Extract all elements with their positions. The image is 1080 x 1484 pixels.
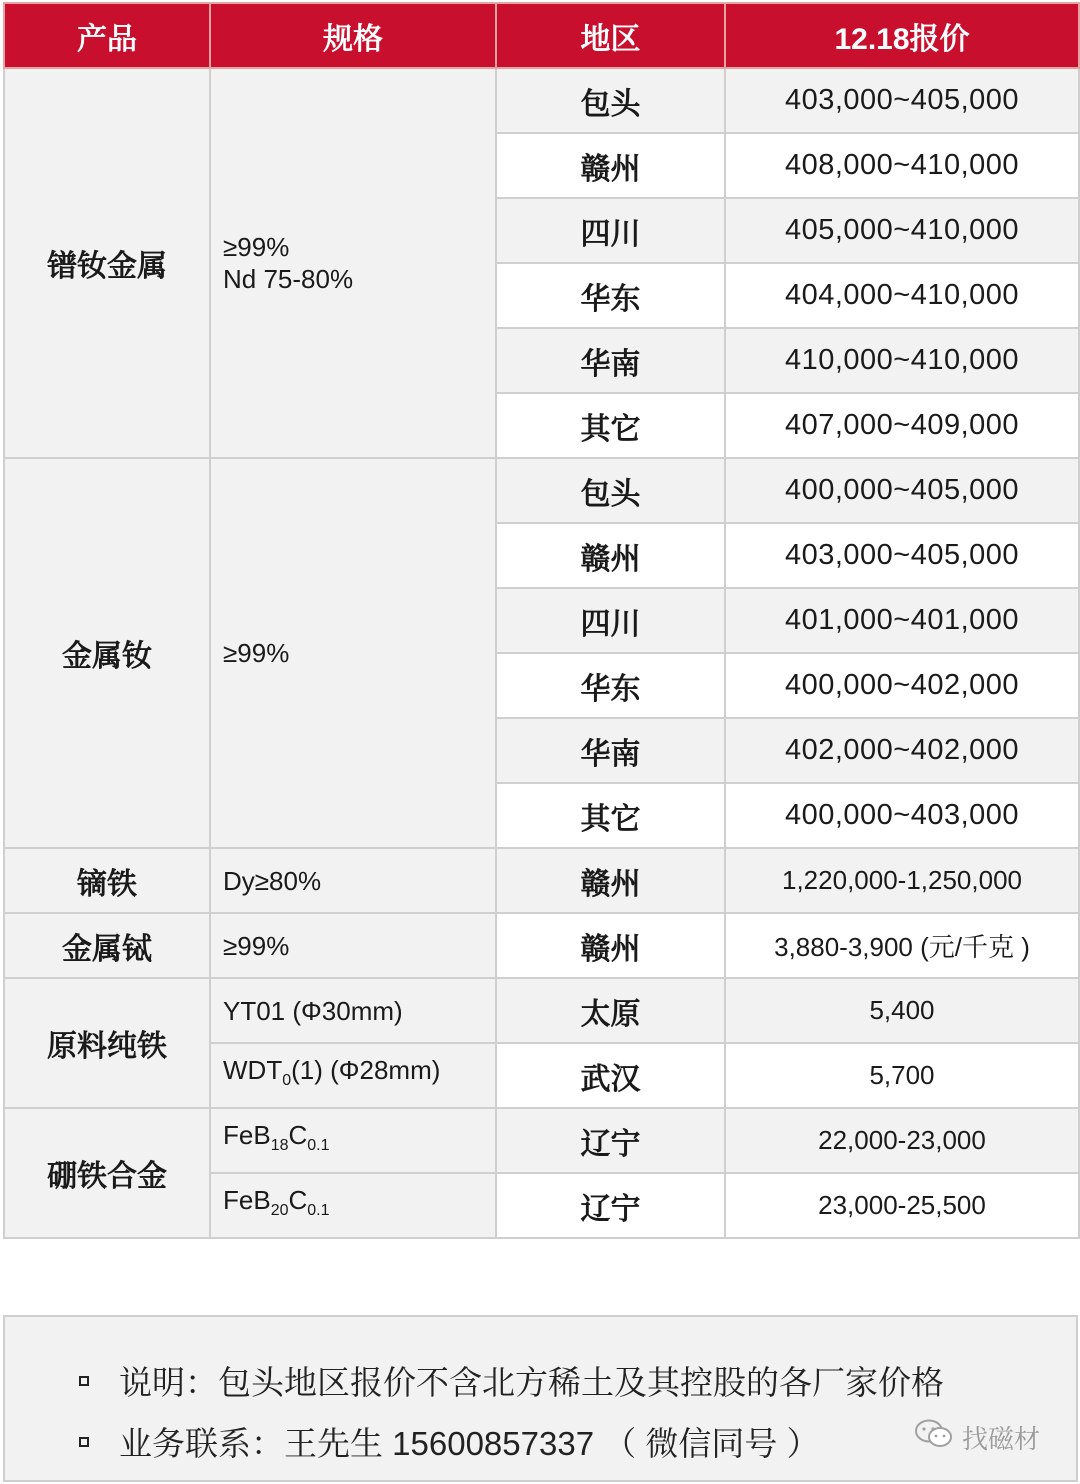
table-row <box>4 848 1079 913</box>
price-cell: 403,000~405,000 <box>725 523 1079 588</box>
region-cell: 华东 <box>496 653 725 718</box>
region-cell: 华东 <box>496 263 725 328</box>
price-cell: 407,000~409,000 <box>725 393 1079 458</box>
note-item <box>79 1357 944 1404</box>
spec-cell <box>210 1043 496 1108</box>
spec-cell <box>210 458 496 848</box>
spec-subscript: 20 <box>270 1202 289 1220</box>
product-cell: 原料纯铁 <box>4 978 210 1108</box>
product-cell: 镨钕金属 <box>4 68 210 458</box>
notes-panel <box>3 1315 1078 1482</box>
spec-text: WDT <box>223 1054 283 1085</box>
watermark-text: 找磁材 <box>961 1424 1040 1454</box>
header-product: 产品 <box>4 3 210 68</box>
spec-text: (1) (Φ28mm) <box>291 1054 441 1085</box>
price-cell: 22,000-23,000 <box>725 1108 1079 1173</box>
spec-cell: YT01 (Φ30mm) <box>210 978 496 1043</box>
spec-text: FeB <box>223 1184 271 1215</box>
product-cell: 金属铽 <box>4 913 210 978</box>
product-cell: 镝铁 <box>4 848 210 913</box>
region-cell: 辽宁 <box>496 1108 725 1173</box>
region-cell: 华南 <box>496 718 725 783</box>
price-cell: 401,000~401,000 <box>725 588 1079 653</box>
table-row <box>4 978 1079 1043</box>
note-item <box>79 1418 820 1465</box>
region-cell: 包头 <box>496 68 725 133</box>
square-bullet-icon <box>79 1376 89 1386</box>
region-cell: 其它 <box>496 393 725 458</box>
price-cell: 3,880-3,900 (元/千克 ) <box>725 913 1079 978</box>
spec-cell: Dy≥80% <box>210 848 496 913</box>
price-cell: 400,000~403,000 <box>725 783 1079 848</box>
price-cell: 402,000~402,000 <box>725 718 1079 783</box>
product-cell: 金属钕 <box>4 458 210 848</box>
header-row <box>4 3 1079 68</box>
region-cell: 赣州 <box>496 848 725 913</box>
region-cell: 武汉 <box>496 1043 725 1108</box>
watermark <box>914 1418 1040 1457</box>
spec-subscript: 0 <box>282 1072 292 1090</box>
table-row <box>4 1108 1079 1173</box>
price-cell: 400,000~402,000 <box>725 653 1079 718</box>
header-price: 12.18报价 <box>725 3 1079 68</box>
contact-text: 业务联系：王先生 15600857337 （ 微信同号 ） <box>119 1425 820 1462</box>
price-cell: 1,220,000-1,250,000 <box>725 848 1079 913</box>
region-cell: 太原 <box>496 978 725 1043</box>
region-cell: 四川 <box>496 198 725 263</box>
region-cell: 辽宁 <box>496 1173 725 1238</box>
region-cell: 赣州 <box>496 913 725 978</box>
spec-subscript: 0.1 <box>307 1137 330 1155</box>
price-cell: 5,700 <box>725 1043 1079 1108</box>
note-text: 说明：包头地区报价不含北方稀土及其控股的各厂家价格 <box>119 1364 944 1401</box>
price-cell: 400,000~405,000 <box>725 458 1079 523</box>
header-region: 地区 <box>496 3 725 68</box>
region-cell: 赣州 <box>496 523 725 588</box>
region-cell: 包头 <box>496 458 725 523</box>
table-row <box>4 913 1079 978</box>
price-cell: 405,000~410,000 <box>725 198 1079 263</box>
spec-line: ≥99% <box>223 232 290 262</box>
spec-cell: ≥99% <box>210 913 496 978</box>
spec-cell <box>210 1108 496 1173</box>
region-cell: 赣州 <box>496 133 725 198</box>
price-cell: 403,000~405,000 <box>725 68 1079 133</box>
spec-text: FeB <box>223 1119 271 1150</box>
price-cell: 23,000-25,500 <box>725 1173 1079 1238</box>
wechat-icon <box>914 1418 954 1457</box>
price-cell: 404,000~410,000 <box>725 263 1079 328</box>
product-cell: 硼铁合金 <box>4 1108 210 1238</box>
region-cell: 其它 <box>496 783 725 848</box>
spec-text: C <box>288 1119 308 1150</box>
region-cell: 华南 <box>496 328 725 393</box>
spec-subscript: 18 <box>270 1137 289 1155</box>
price-cell: 408,000~410,000 <box>725 133 1079 198</box>
table-row <box>4 458 1079 523</box>
spec-line: ≥99% <box>223 638 290 668</box>
table-row <box>4 68 1079 133</box>
price-table <box>3 2 1080 1239</box>
spec-line: Nd 75-80% <box>223 264 354 294</box>
square-bullet-icon <box>79 1437 89 1447</box>
spec-cell <box>210 1173 496 1238</box>
header-spec: 规格 <box>210 3 496 68</box>
spec-subscript: 0.1 <box>307 1202 330 1220</box>
spec-cell <box>210 68 496 458</box>
spec-text: C <box>288 1184 308 1215</box>
price-cell: 5,400 <box>725 978 1079 1043</box>
region-cell: 四川 <box>496 588 725 653</box>
price-cell: 410,000~410,000 <box>725 328 1079 393</box>
